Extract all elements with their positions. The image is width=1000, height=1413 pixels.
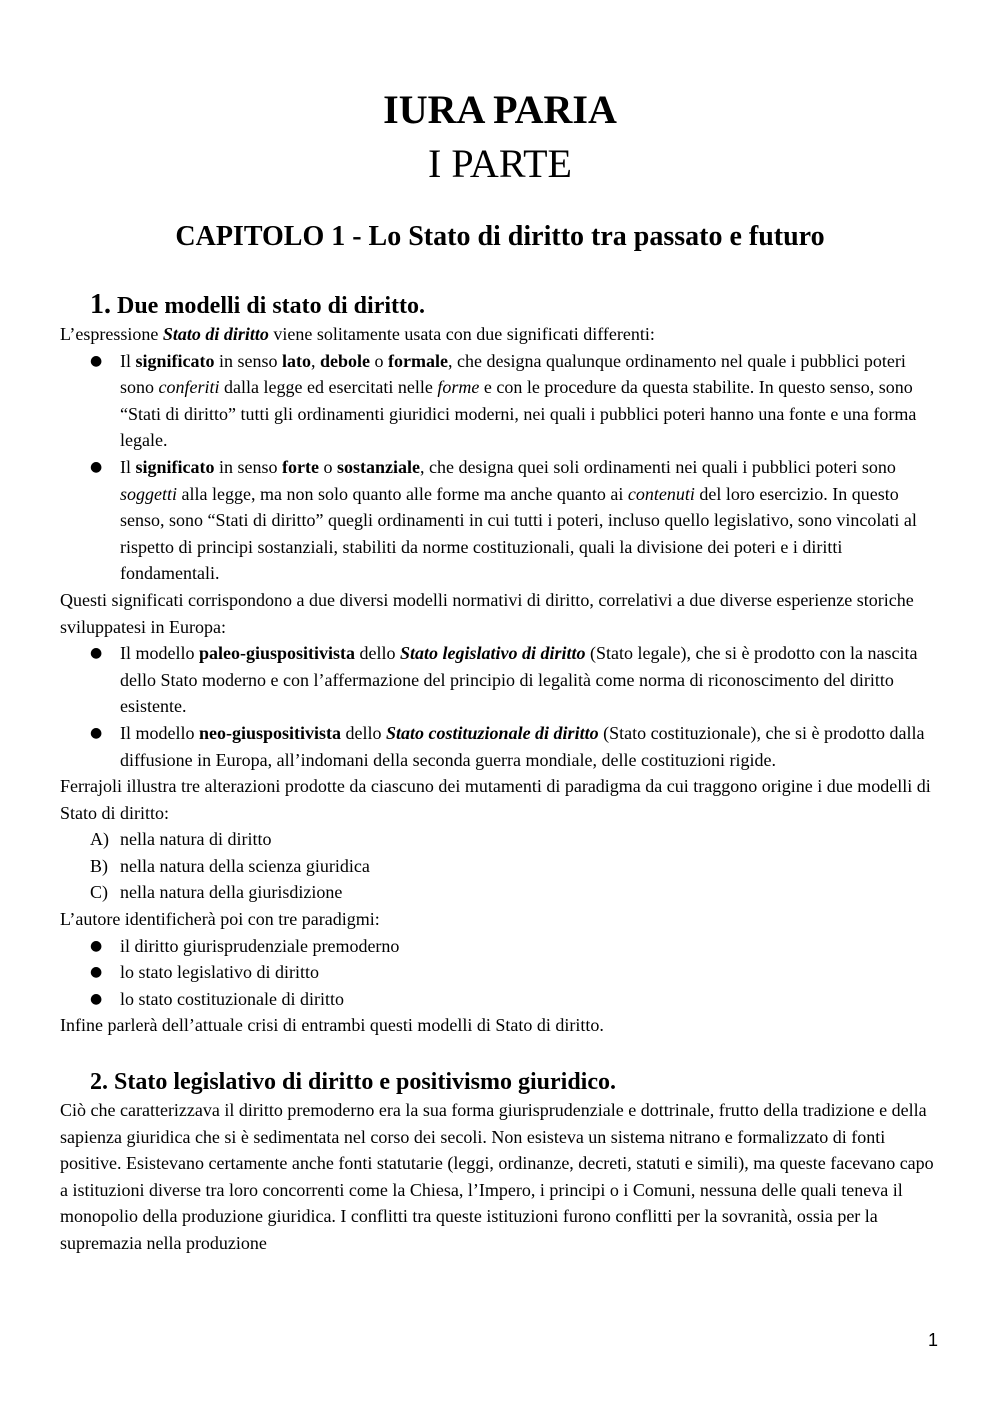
list-item — [60, 640, 940, 720]
bold-term: lato — [282, 350, 311, 371]
text: , che designa quei soli ordinamenti nei quali i pubblici poteri sono — [419, 456, 896, 477]
paradigms-list — [60, 933, 940, 1013]
section-number: 1. — [90, 289, 111, 320]
models-list — [60, 640, 940, 773]
section-title: Stato legislativo di diritto e positivismo giuridico. — [114, 1069, 616, 1096]
text: Il modello — [120, 643, 199, 664]
paragraph-intro — [60, 321, 940, 348]
bold-term: debole — [320, 350, 371, 371]
italic-term: conferiti — [158, 377, 220, 398]
section-2-heading — [60, 1067, 940, 1097]
text: in senso — [214, 456, 282, 477]
text: del loro esercizio. In questo senso, sono “Stati di diritto” quegli ordinamenti in cui tutti i poteri, incluso quello legislativo, sono vincolati al rispetto di principi sostanziali, stabiliti da norme costituzionali, quali la divisione dei poteri e i diritti fondamentali. — [120, 483, 917, 584]
page-number: 1 — [927, 1330, 938, 1350]
paragraph-section-2: Ciò che caratterizzava il diritto premoderno era la sua forma giurisprudenziale e dottrinale, frutto della tradizione e della sapienza giuridica che si è sedimentata nel corso dei secoli. Non esisteva un sistema nitrano e formalizzato di fonti positive. Esistevano certamente anche fonti statutarie (leggi, ordinanze, decreti, statuti e simili), ma queste facevano capo a istituzioni diverse tra loro concorrenti come la Chiesa, l’Impero, i principi o i Comuni, nessuna delle quali teneva il monopolio della produzione giuridica. I conflitti tra queste istituzioni furono conflitti per la sovranità, ossia per la supremazia nella produzione — [60, 1100, 934, 1253]
text: nella natura di diritto — [120, 829, 272, 850]
emphasis: Stato di diritto — [162, 324, 269, 344]
text: Il — [120, 350, 136, 371]
paragraph-models-intro: Questi significati corrispondono a due diversi modelli normativi di diritto, correlativi a due diverse esperienze storiche sviluppatesi in Europa: — [60, 589, 914, 637]
bold-term: paleo-giuspositivista — [199, 643, 356, 664]
section-title: Due modelli di stato di diritto. — [117, 293, 426, 319]
paragraph-closing: Infine parlerà dell’attuale crisi di entrambi questi modelli di Stato di diritto. — [60, 1015, 604, 1036]
section-number: 2. — [90, 1069, 108, 1096]
bold-term: forte — [282, 456, 319, 477]
text: dello — [355, 643, 401, 664]
list-item — [60, 879, 940, 906]
italic-term: soggetti — [120, 483, 177, 504]
emphasis: Stato costituzionale di diritto — [386, 722, 599, 743]
list-marker: B) — [90, 855, 108, 876]
italic-term: contenuti — [627, 483, 695, 504]
text: e con le procedure da questa stabilite. In questo senso, sono “Stati di diritto” tutti gli ordinamenti giuridici moderni, nei quali i pubblici poteri hanno una fonte e una forma legale. — [120, 377, 917, 451]
text: nella natura della scienza giuridica — [120, 855, 370, 876]
text: , che designa qualunque ordinamento nel quale i pubblici poteri sono — [120, 350, 906, 398]
list-item: ● il diritto giurisprudenziale premoderno — [60, 933, 940, 960]
text: o — [318, 456, 337, 477]
text: (Stato legale), che si è prodotto con la nascita dello Stato moderno e con l’affermazione del principio di legalità come norma di riconoscimento del diritto esistente. — [120, 643, 918, 717]
text: o — [370, 350, 389, 371]
document-body — [60, 290, 940, 1257]
list-item: ● lo stato costituzionale di diritto — [60, 986, 940, 1013]
bold-term: significato — [135, 456, 215, 477]
paragraph-ferrajoli: Ferrajoli illustra tre alterazioni prodotte da ciascuno dei mutamenti di paradigma da cui traggono origine i due modelli di Stato di diritto: — [60, 776, 931, 823]
list-marker: C) — [90, 882, 108, 903]
text: , — [311, 350, 320, 371]
text: (Stato costituzionale), che si è prodotto dalla diffusione in Europa, all’indomani della seconda guerra mondiale, delle costituzioni rigide. — [120, 722, 925, 770]
text: viene solitamente usata con due significati differenti: — [268, 324, 655, 344]
text: L’espressione — [60, 324, 163, 344]
list-marker: A) — [90, 829, 109, 850]
text: dello — [341, 722, 387, 743]
list-item — [60, 720, 940, 773]
text: in senso — [214, 350, 282, 371]
text: Il modello — [120, 722, 199, 743]
section-1-heading — [60, 290, 940, 321]
bold-term: sostanziale — [336, 456, 420, 477]
list-item — [60, 454, 940, 587]
paragraph-paradigms-intro: L’autore identificherà poi con tre paradigmi: — [60, 909, 380, 930]
text: nella natura della giurisdizione — [120, 882, 343, 903]
text: Il — [120, 456, 136, 477]
text: alla legge, ma non solo quanto alle forme ma anche quanto ai — [177, 483, 628, 504]
text: dalla legge ed esercitati nelle — [219, 377, 438, 398]
emphasis: Stato legislativo di diritto — [400, 643, 586, 664]
bold-term: neo-giuspositivista — [199, 722, 342, 743]
list-item — [60, 348, 940, 454]
alterations-list — [60, 826, 940, 906]
bold-term: formale — [388, 350, 448, 371]
list-item: ● lo stato legislativo di diritto — [60, 959, 940, 986]
italic-term: forme — [437, 377, 480, 398]
chapter-heading: CAPITOLO 1 - Lo Stato di diritto tra passato e futuro — [175, 221, 825, 252]
meanings-list — [60, 348, 940, 587]
bold-term: significato — [135, 350, 215, 371]
document-subtitle: I PARTE — [428, 141, 572, 186]
list-item — [60, 853, 940, 880]
document-title: IURA PARIA — [383, 87, 617, 132]
list-item — [60, 826, 940, 853]
